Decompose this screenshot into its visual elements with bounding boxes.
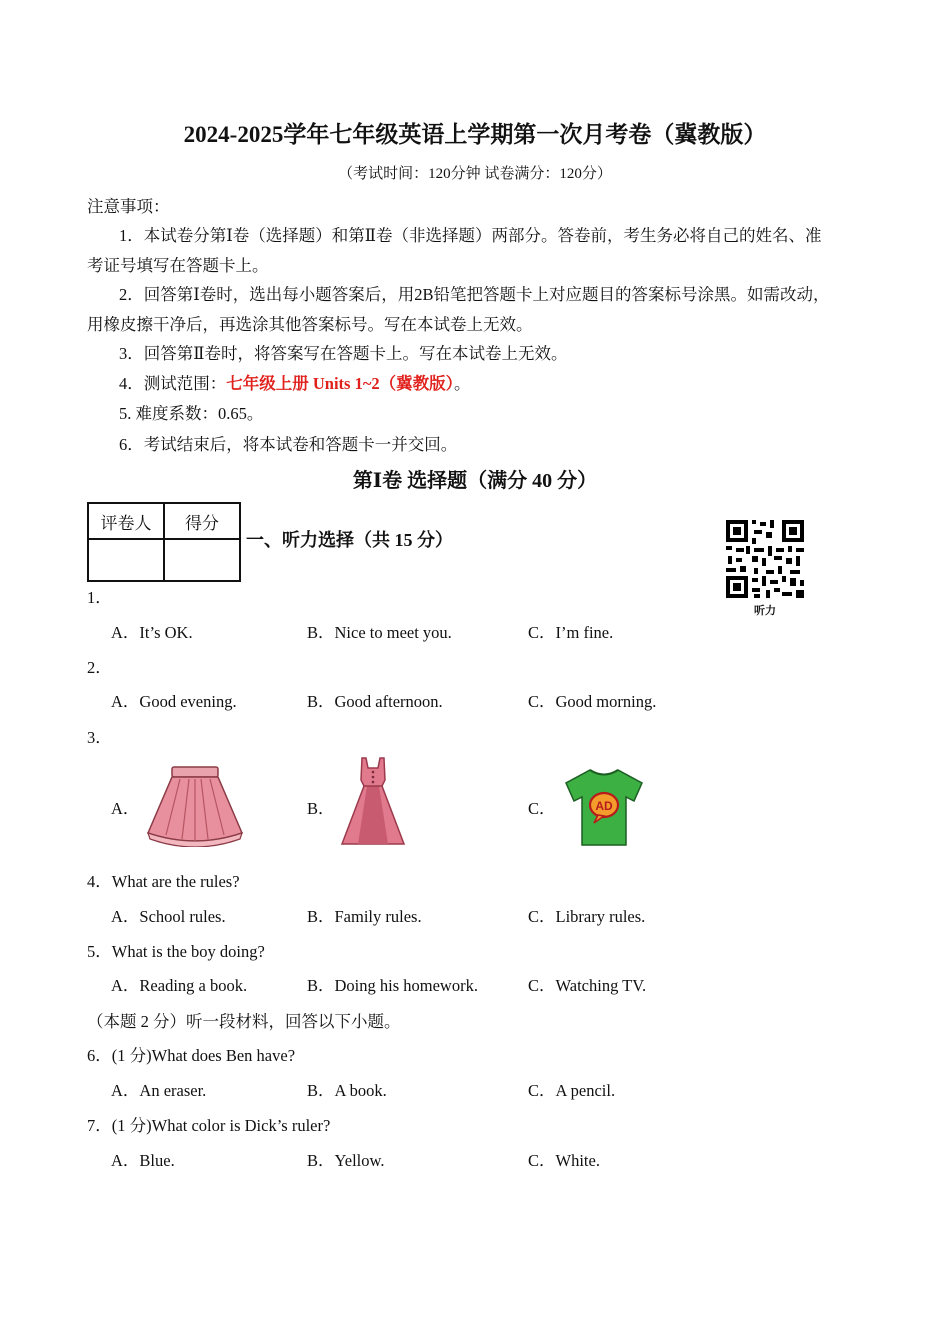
score-table-score-header: 得分 [164, 503, 240, 539]
question-4-stem: 4．What are the rules? [87, 872, 240, 891]
question-3-stem: 3． [87, 728, 112, 747]
question-7-option-b[interactable]: B．Yellow. [307, 1151, 385, 1170]
note-3: 3．回答第Ⅱ卷时，将答案写在答题卡上。写在本试卷上无效。 [119, 344, 568, 363]
section-title: 第Ⅰ卷 选择题（满分 40 分） [352, 470, 598, 492]
score-table [87, 502, 241, 582]
question-4-option-a[interactable]: A．School rules. [111, 907, 226, 926]
qr-code-label: 听力 [754, 605, 776, 617]
score-table-grader-cell [88, 539, 164, 581]
question-1-stem: 1． [87, 588, 112, 607]
question-2-option-c[interactable]: C．Good morning. [528, 692, 657, 711]
note-2-line-1: 2．回答第Ⅰ卷时，选出每小题答案后，用2B铅笔把答题卡上对应题目的答案标号涂黑。如需改动， [119, 285, 830, 304]
test-scope-highlight: 七年级上册 Units 1~2（冀教版） [226, 374, 454, 393]
question-6-stem: 6．(1 分)What does Ben have? [87, 1046, 296, 1065]
score-table-grader-header: 评卷人 [88, 503, 164, 539]
note-1-line-1: 1．本试卷分第Ⅰ卷（选择题）和第Ⅱ卷（非选择题）两部分。答卷前，考生务必将自己的姓名、准 [119, 226, 822, 245]
question-4-option-b[interactable]: B．Family rules. [307, 907, 422, 926]
question-5-stem: 5．What is the boy doing? [87, 942, 265, 961]
question-5-option-c[interactable]: C．Watching TV. [528, 976, 647, 995]
question-3-option-b[interactable]: B． [307, 799, 335, 818]
score-table-score-cell [164, 539, 240, 581]
dress-icon [340, 756, 406, 848]
question-3-option-c[interactable]: C． [528, 799, 556, 818]
note-2-line-2: 用橡皮擦干净后，再选涂其他答案标号。写在本试卷上无效。 [87, 315, 533, 334]
exam-title: 2024-2025学年七年级英语上学期第一次月考卷（冀教版） [183, 122, 767, 147]
question-2-option-b[interactable]: B．Good afternoon. [307, 692, 443, 711]
part-1-title: 一、听力选择（共 15 分） [246, 530, 453, 550]
note-4 [119, 370, 470, 394]
question-6-option-a[interactable]: A．An eraser. [111, 1081, 207, 1100]
exam-subtitle: （考试时间：120分钟 试卷满分：120分） [338, 166, 612, 182]
note-4-prefix: 4．测试范围： [119, 374, 227, 393]
t-shirt-print: AD [595, 799, 613, 813]
question-7-option-c[interactable]: C．White. [528, 1151, 600, 1170]
skirt-icon [144, 765, 246, 847]
question-7-stem: 7．(1 分)What color is Dick’s ruler? [87, 1116, 331, 1135]
question-5-option-b[interactable]: B．Doing his homework. [307, 976, 478, 995]
t-shirt-icon [562, 767, 646, 847]
question-2-option-a[interactable]: A．Good evening. [111, 692, 237, 711]
question-1-option-a[interactable]: A．It’s OK. [111, 623, 193, 642]
question-6-option-b[interactable]: B．A book. [307, 1081, 387, 1100]
question-6-option-c[interactable]: C．A pencil. [528, 1081, 616, 1100]
note-1-line-2: 考证号填写在答题卡上。 [87, 256, 269, 275]
note-6: 6．考试结束后，将本试卷和答题卡一并交回。 [119, 435, 458, 454]
question-5-option-a[interactable]: A．Reading a book. [111, 976, 248, 995]
question-2-stem: 2． [87, 658, 112, 677]
question-1-option-b[interactable]: B．Nice to meet you. [307, 623, 452, 642]
notes-heading: 注意事项： [87, 197, 170, 216]
question-3-option-a[interactable]: A． [111, 799, 140, 818]
question-7-option-a[interactable]: A．Blue. [111, 1151, 175, 1170]
question-1-option-c[interactable]: C．I’m fine. [528, 623, 614, 642]
qr-code-icon[interactable] [724, 518, 806, 600]
note-4-suffix: 。 [453, 374, 471, 393]
note-5: 5. 难度系数：0.65。 [119, 404, 264, 423]
question-4-option-c[interactable]: C．Library rules. [528, 907, 646, 926]
group-note: （本题 2 分）听一段材料，回答以下小题。 [87, 1012, 401, 1031]
